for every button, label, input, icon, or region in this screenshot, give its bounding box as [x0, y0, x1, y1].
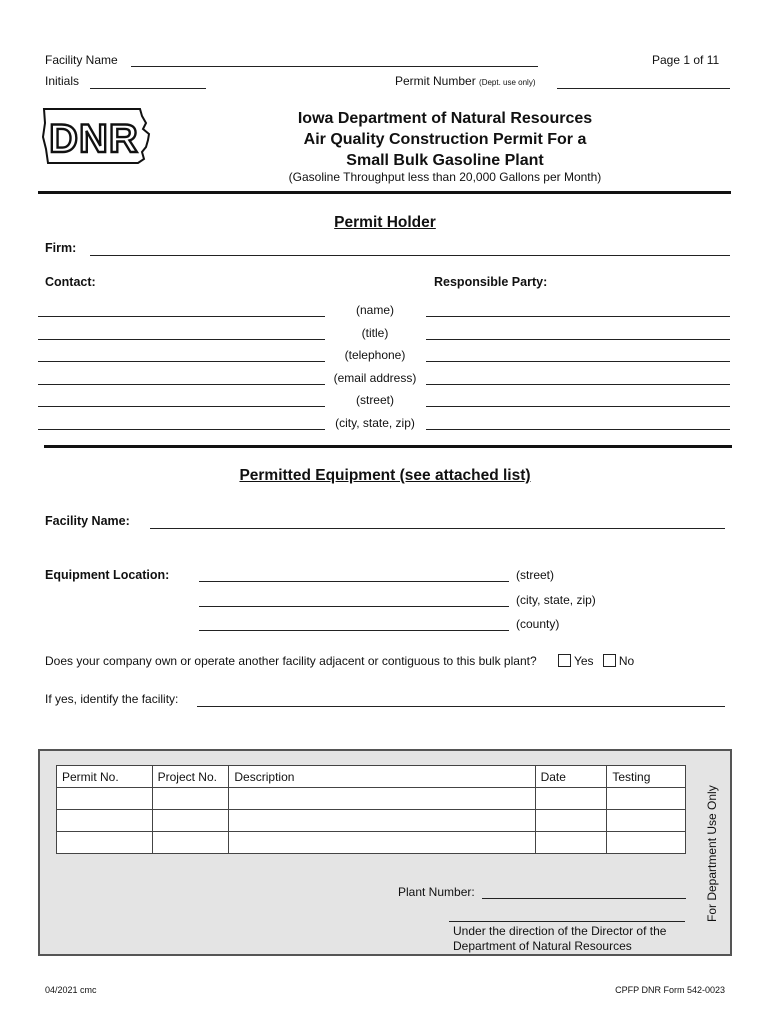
table-cell[interactable]: [229, 810, 535, 832]
responsible-field-line[interactable]: [426, 316, 730, 317]
title-line-1: Iowa Department of Natural Resources: [297, 110, 593, 127]
location-field-caption: (county): [516, 617, 560, 631]
initials-label: Initials: [45, 74, 80, 88]
contact-field-line[interactable]: [38, 406, 325, 407]
location-field-line[interactable]: [199, 630, 509, 631]
permit-number-line[interactable]: [557, 88, 730, 89]
yes-checkbox[interactable]: [558, 654, 571, 667]
equipment-location-label: Equipment Location:: [45, 568, 170, 582]
contact-field-line[interactable]: [38, 339, 325, 340]
field-caption: (name): [355, 303, 394, 317]
footer-revision: 04/2021 cmc: [45, 985, 97, 995]
permit-history-table: [56, 765, 686, 854]
table-column-header: Date: [535, 766, 607, 788]
form-subtitle: (Gasoline Throughput less than 20,000 Gallons per Month): [288, 170, 602, 184]
field-caption: (telephone): [344, 348, 406, 363]
contact-field-line[interactable]: [38, 429, 325, 430]
director-signature-line[interactable]: [449, 921, 685, 922]
contact-field-line[interactable]: [38, 361, 325, 362]
initials-line[interactable]: [90, 88, 206, 89]
table-column-header: Project No.: [152, 766, 229, 788]
table-column-header: Testing: [607, 766, 686, 788]
form-title: [240, 108, 650, 171]
table-cell[interactable]: [607, 832, 686, 854]
no-checkbox[interactable]: [603, 654, 616, 667]
question-text: Does your company own or operate another facility adjacent or contiguous to this bulk plant?: [45, 654, 537, 668]
table-cell[interactable]: [535, 788, 607, 810]
table-cell[interactable]: [152, 810, 229, 832]
equipment-heading: Permitted Equipment (see attached list): [239, 467, 531, 484]
identify-facility-line[interactable]: [197, 706, 725, 707]
table-cell[interactable]: [607, 810, 686, 832]
table-cell[interactable]: [57, 810, 153, 832]
facility-name-line[interactable]: [131, 66, 538, 67]
section-divider: [44, 445, 732, 448]
firm-label: Firm:: [45, 241, 77, 255]
contact-field-line[interactable]: [38, 384, 325, 385]
location-field-caption: (street): [516, 568, 555, 582]
director-signature-caption: Under the direction of the Director of the Department of Natural Resources: [453, 924, 667, 953]
permit-holder-heading: Permit Holder: [334, 214, 436, 231]
table-cell[interactable]: [57, 832, 153, 854]
facility-name-field-label: Facility Name:: [45, 514, 130, 528]
facility-name-field-line[interactable]: [150, 528, 725, 529]
field-caption: (street): [355, 393, 394, 408]
table-cell[interactable]: [229, 832, 535, 854]
dnr-logo: [42, 107, 154, 165]
table-cell[interactable]: [152, 788, 229, 810]
yes-option[interactable]: Yes: [552, 654, 594, 668]
footer-form-number: CPFP DNR Form 542-0023: [615, 985, 725, 995]
adjacent-facility-question: [45, 654, 634, 668]
title-line-3: Small Bulk Gasoline Plant: [346, 152, 544, 169]
table-cell[interactable]: [229, 788, 535, 810]
table-cell[interactable]: [57, 788, 153, 810]
table-column-header: Permit No.: [57, 766, 153, 788]
table-cell[interactable]: [535, 832, 607, 854]
location-field-caption: (city, state, zip): [516, 592, 596, 607]
plant-number-label: Plant Number:: [398, 885, 475, 899]
responsible-field-line[interactable]: [426, 339, 730, 340]
table-cell[interactable]: [607, 788, 686, 810]
location-field-line[interactable]: [199, 606, 509, 607]
permit-number-note: (Dept. use only): [479, 78, 536, 87]
table-cell[interactable]: [152, 832, 229, 854]
table-column-header: Description: [229, 766, 535, 788]
department-use-side-label: For Department Use Only: [705, 785, 719, 922]
table-row: [57, 788, 686, 810]
contact-label: Contact:: [45, 275, 96, 289]
header-divider: [38, 191, 731, 194]
iowa-state-outline-icon: [42, 107, 154, 165]
location-field-line[interactable]: [199, 581, 509, 582]
responsible-field-line[interactable]: [426, 384, 730, 385]
field-caption: (title): [361, 325, 389, 340]
field-caption: (city, state, zip): [335, 416, 415, 430]
contact-field-line[interactable]: [38, 316, 325, 317]
table-header-row: [57, 766, 686, 788]
permit-number-label: Permit Number (Dept. use only): [395, 74, 536, 88]
responsible-party-label: Responsible Party:: [434, 275, 548, 289]
field-caption: (email address): [333, 370, 417, 385]
table-row: [57, 832, 686, 854]
no-option[interactable]: No: [597, 654, 634, 668]
responsible-field-line[interactable]: [426, 429, 730, 430]
logo-text: DNR: [49, 117, 139, 161]
table-cell[interactable]: [535, 810, 607, 832]
firm-line[interactable]: [90, 255, 730, 256]
responsible-field-line[interactable]: [426, 361, 730, 362]
page-number: Page 1 of 11: [652, 53, 720, 67]
identify-facility-label: If yes, identify the facility:: [45, 692, 179, 706]
title-line-2: Air Quality Construction Permit For a: [303, 131, 587, 148]
table-row: [57, 810, 686, 832]
responsible-field-line[interactable]: [426, 406, 730, 407]
plant-number-line[interactable]: [482, 898, 686, 899]
facility-name-label: Facility Name: [45, 53, 118, 67]
